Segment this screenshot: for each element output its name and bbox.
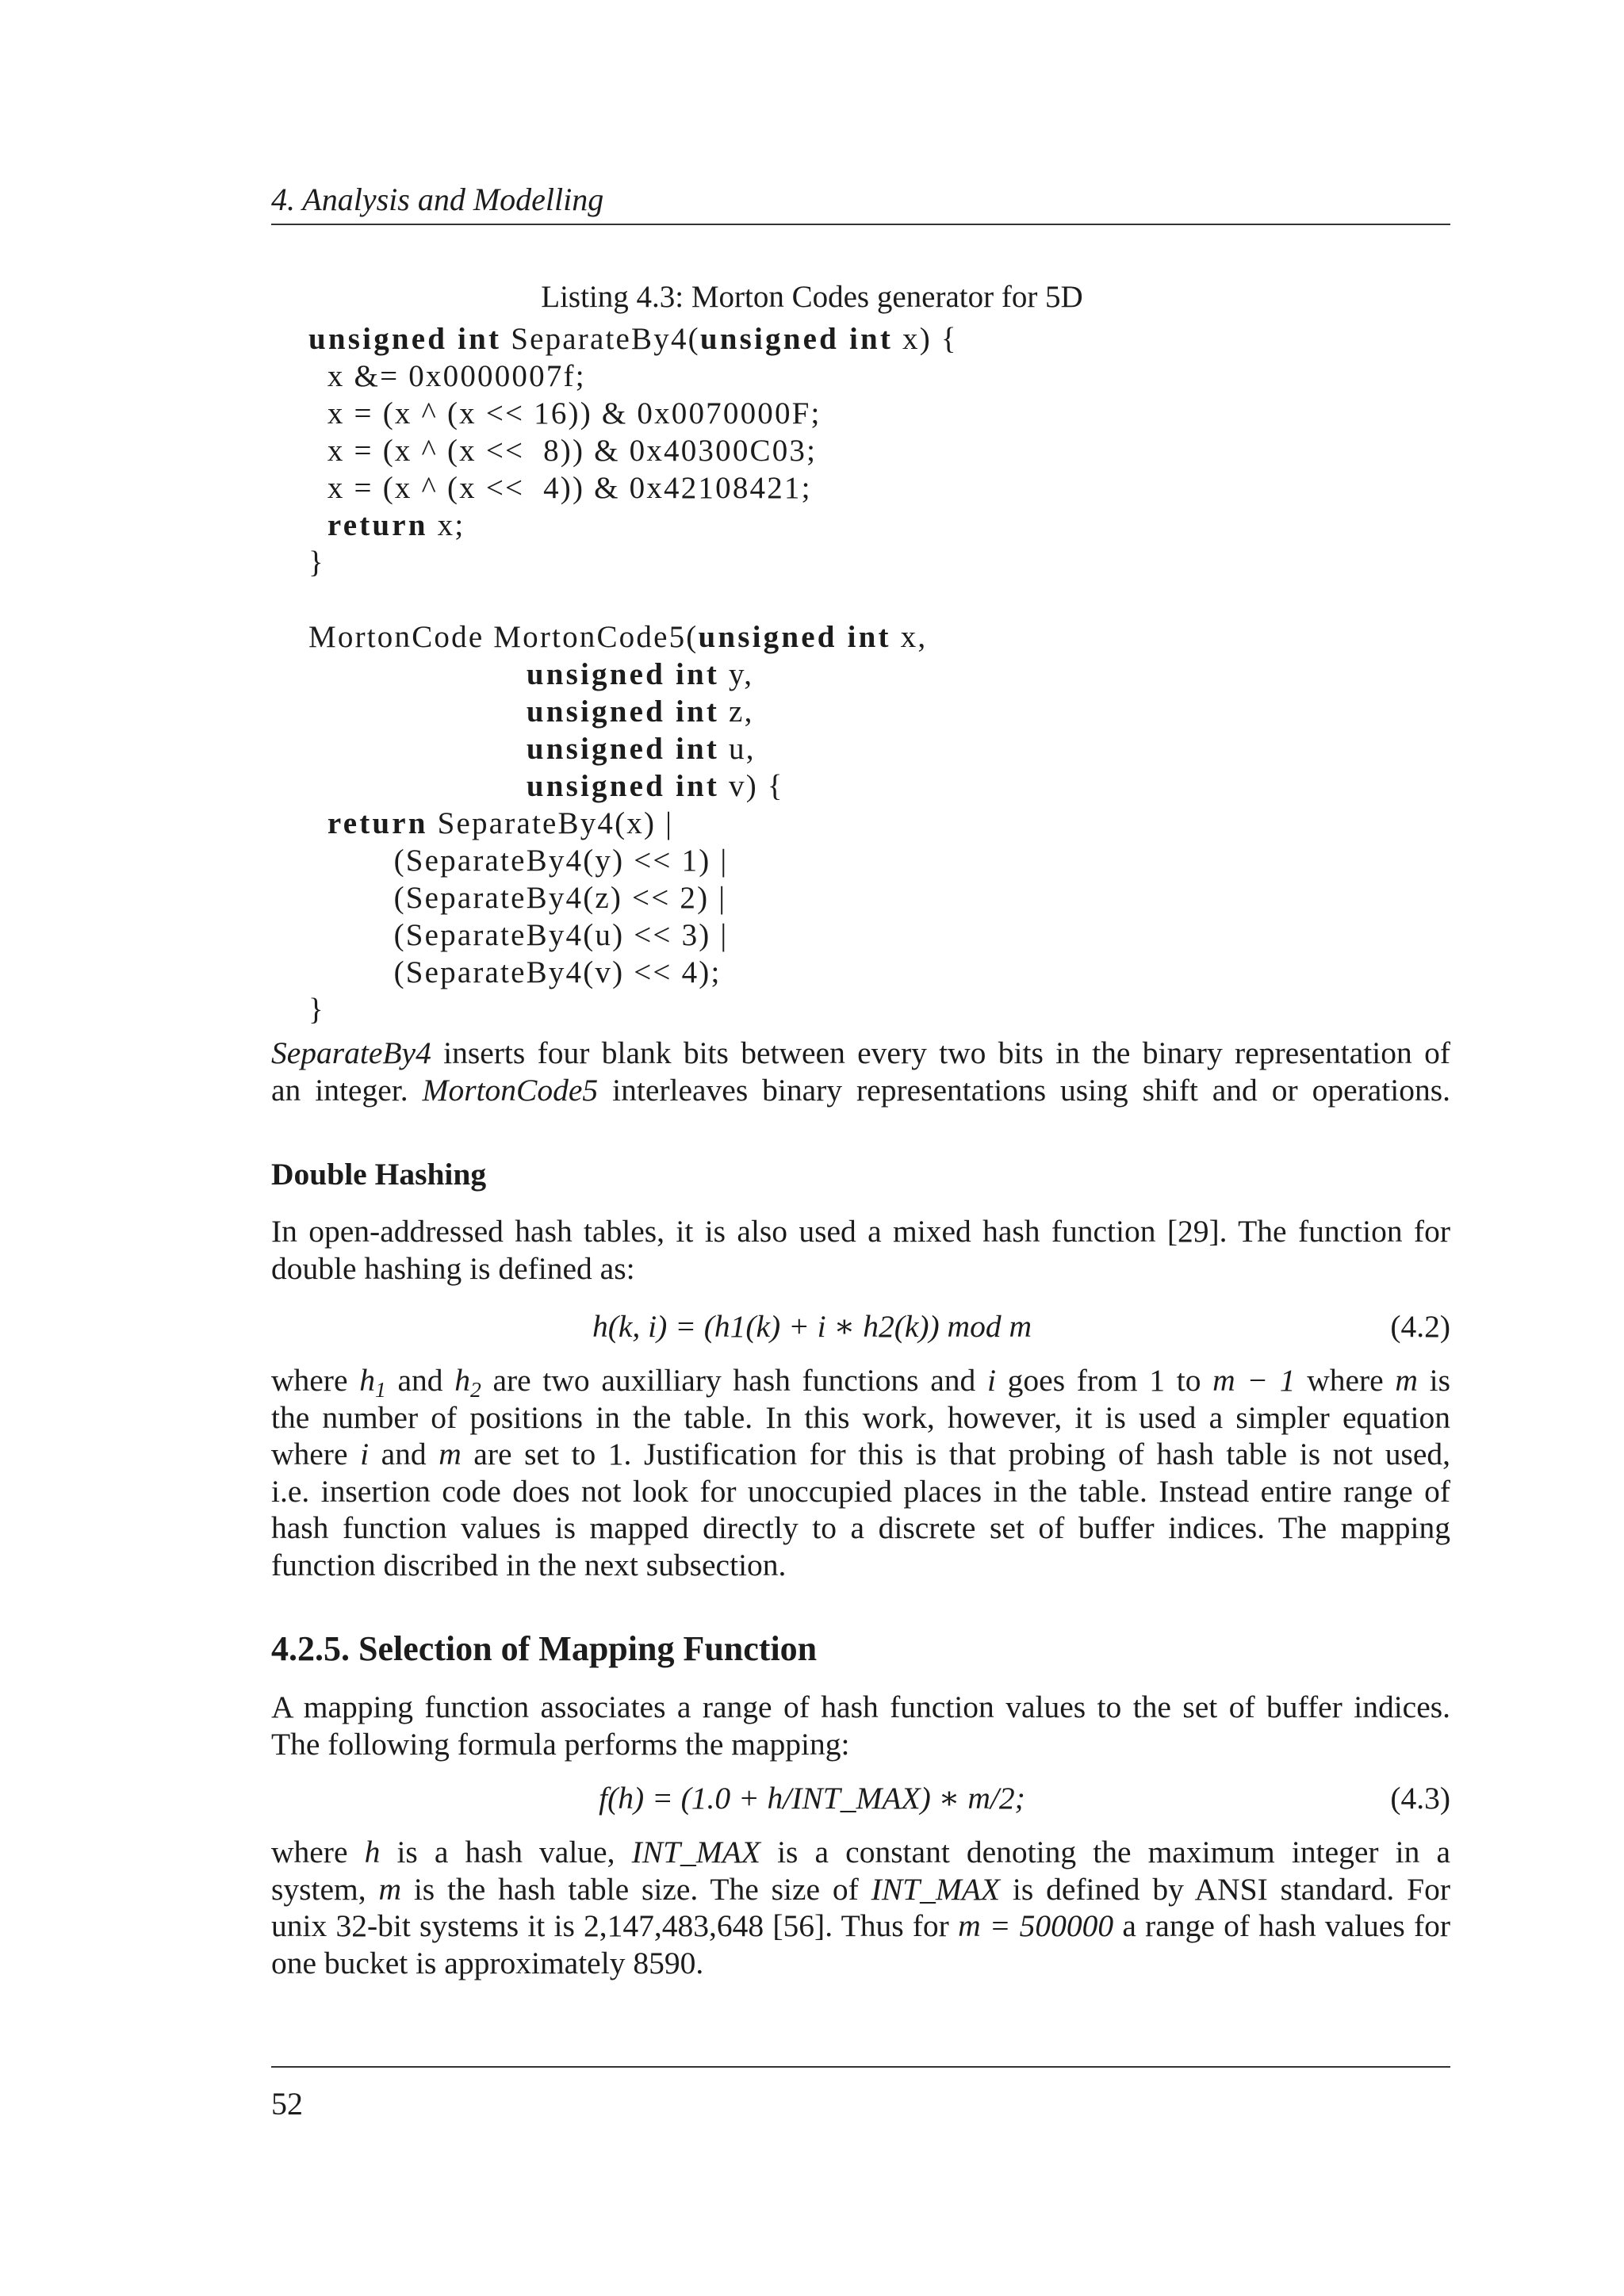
code-text: x; bbox=[427, 508, 465, 542]
math-h2: $h_2$ bbox=[454, 1363, 481, 1402]
code-keyword: unsigned int bbox=[526, 657, 720, 691]
equation-4-2: h(k, i) = (h1(k) + i ∗ h2(k)) mod m bbox=[592, 1309, 1032, 1344]
text-run: and bbox=[369, 1437, 439, 1471]
math-m: m bbox=[1395, 1363, 1418, 1398]
text-run: goes from bbox=[995, 1363, 1150, 1398]
math-one: 1 bbox=[1149, 1363, 1166, 1398]
text-run: . Justification for this is that probing of hash table is not used, bbox=[623, 1437, 1450, 1471]
math-one: 1 bbox=[607, 1437, 624, 1471]
equation-4-3: f(h) = (1.0 + h/INT_MAX) ∗ m/2; bbox=[599, 1781, 1025, 1816]
text-run: where bbox=[271, 1835, 365, 1869]
code-line: x = (x ^ (x << 4)) & 0x42108421; bbox=[308, 471, 812, 505]
text-run: where bbox=[1295, 1363, 1396, 1398]
header-rule bbox=[271, 224, 1450, 225]
text-line bbox=[271, 1072, 1450, 1109]
text-run: interleaves binary representations using shift and or operations. bbox=[598, 1072, 1450, 1108]
text-line bbox=[271, 1035, 1450, 1072]
text-run: to bbox=[1165, 1363, 1213, 1398]
code-text: v) { bbox=[719, 769, 784, 803]
text-line: In open-addressed hash tables, it is also used a mixed hash function [29]. The function for bbox=[271, 1214, 1450, 1249]
code-keyword: unsigned int bbox=[698, 620, 891, 654]
text-run: is a constant denoting the maximum integer in a bbox=[760, 1835, 1450, 1869]
equation-number: (4.3) bbox=[1390, 1781, 1450, 1816]
code-keyword: unsigned int bbox=[526, 695, 720, 729]
code-text: (SeparateBy4(v) << 4); bbox=[393, 955, 722, 989]
code-keyword: unsigned int bbox=[526, 769, 720, 803]
mapping-paragraph bbox=[271, 1689, 1450, 1762]
code-line: x = (x ^ (x << 16)) & 0x0070000F; bbox=[308, 396, 822, 430]
mapping-explanation bbox=[271, 1834, 1450, 1981]
text-run: and bbox=[385, 1363, 455, 1398]
text-line bbox=[271, 1362, 1450, 1402]
math-separateby4: SeparateBy4 bbox=[271, 1035, 431, 1070]
text-line: double hashing is defined as: bbox=[271, 1250, 635, 1286]
text-run: inserts four blank bits between every two bits in the binary representation of bbox=[431, 1035, 1450, 1070]
separate-paragraph bbox=[271, 1035, 1450, 1108]
text-run: an integer. bbox=[271, 1072, 423, 1108]
footer-rule bbox=[271, 2066, 1450, 2068]
text-line bbox=[271, 1908, 1450, 1945]
listing-caption: Listing 4.3: Morton Codes generator for 5D bbox=[541, 280, 1083, 314]
math-int-max: INT_MAX bbox=[871, 1871, 1001, 1907]
math-int-max: INT_MAX bbox=[631, 1835, 760, 1869]
math-i: i bbox=[986, 1363, 996, 1398]
text-line: The following formula performs the mapping: bbox=[271, 1726, 850, 1762]
math-m: m bbox=[439, 1437, 462, 1471]
double-hashing-paragraph bbox=[271, 1213, 1450, 1287]
page-number: 52 bbox=[271, 2086, 303, 2122]
text-run: a range of hash values for bbox=[1113, 1908, 1451, 1943]
code-text: (SeparateBy4(z) << 2) | bbox=[393, 881, 727, 915]
math-mortoncode5: MortonCode5 bbox=[422, 1072, 599, 1108]
text-line bbox=[271, 1945, 1450, 1982]
code-text: y, bbox=[719, 657, 754, 691]
math-m-minus-1: m − 1 bbox=[1212, 1363, 1296, 1398]
equation-number: (4.2) bbox=[1390, 1309, 1450, 1344]
code-text: x, bbox=[891, 620, 928, 654]
subheading-double-hashing: Double Hashing bbox=[271, 1157, 487, 1192]
text-line bbox=[271, 1436, 1450, 1473]
double-hashing-explanation bbox=[271, 1362, 1450, 1583]
code-text: SeparateBy4(x) | bbox=[427, 806, 674, 840]
code-text: (SeparateBy4(y) << 1) | bbox=[393, 844, 729, 878]
text-line: hash function values is mapped directly to a discrete set of buffer indices. The mapping bbox=[271, 1510, 1450, 1545]
text-run: one bucket is approximately bbox=[271, 1945, 634, 1980]
code-text: x) { bbox=[893, 322, 958, 356]
text-line: A mapping function associates a range of hash function values to the set of buffer indices. bbox=[271, 1689, 1450, 1724]
code-text: MortonCode MortonCode5( bbox=[308, 620, 699, 654]
code-listing bbox=[308, 320, 958, 1028]
code-text: u, bbox=[719, 732, 756, 766]
text-run: are set to bbox=[461, 1437, 608, 1471]
code-line: x &= 0x0000007f; bbox=[308, 359, 586, 393]
text-line: the number of positions in the table. In this work, however, it is used a simpler equation bbox=[271, 1399, 1450, 1435]
math-h: h bbox=[364, 1835, 381, 1869]
text-run: unix 32-bit systems it is 2,147,483,648 [56]. Thus for bbox=[271, 1908, 959, 1943]
code-text: SeparateBy4( bbox=[501, 322, 700, 356]
text-line bbox=[271, 1834, 1450, 1871]
code-line: } bbox=[308, 545, 325, 580]
code-keyword: unsigned int bbox=[699, 322, 894, 356]
text-run: where bbox=[271, 1363, 360, 1398]
code-text: z, bbox=[719, 695, 754, 729]
text-line: function discribed in the next subsection. bbox=[271, 1547, 787, 1582]
text-run: where bbox=[271, 1437, 361, 1471]
section-heading-4-2-5: 4.2.5. Selection of Mapping Function bbox=[271, 1629, 818, 1668]
code-keyword: return bbox=[327, 806, 428, 840]
text-run: . bbox=[695, 1945, 704, 1980]
code-keyword: return bbox=[327, 508, 428, 542]
text-run: is bbox=[1417, 1363, 1450, 1398]
text-run: are two auxilliary hash functions and bbox=[481, 1363, 987, 1398]
running-header: 4. Analysis and Modelling bbox=[271, 182, 604, 217]
text-line: i.e. insertion code does not look for unoccupied places in the table. Instead entire range of bbox=[271, 1473, 1450, 1509]
math-8590: 8590 bbox=[633, 1945, 696, 1980]
text-run: is the hash table size. The size of bbox=[400, 1871, 871, 1907]
math-m-equals: m = 500000 bbox=[958, 1908, 1114, 1943]
math-m: m bbox=[378, 1871, 401, 1907]
math-h1: $h_1$ bbox=[359, 1363, 386, 1402]
text-line bbox=[271, 1871, 1450, 1908]
text-run: system, bbox=[271, 1871, 379, 1907]
code-line: } bbox=[308, 993, 325, 1027]
code-text: (SeparateBy4(u) << 3) | bbox=[393, 918, 729, 952]
code-keyword: unsigned int bbox=[526, 732, 720, 766]
math-i: i bbox=[360, 1437, 370, 1471]
text-run: is a hash value, bbox=[380, 1835, 632, 1869]
code-keyword: unsigned int bbox=[308, 322, 502, 356]
text-run: is defined by ANSI standard. For bbox=[1000, 1871, 1450, 1907]
code-line: x = (x ^ (x << 8)) & 0x40300C03; bbox=[308, 434, 818, 468]
